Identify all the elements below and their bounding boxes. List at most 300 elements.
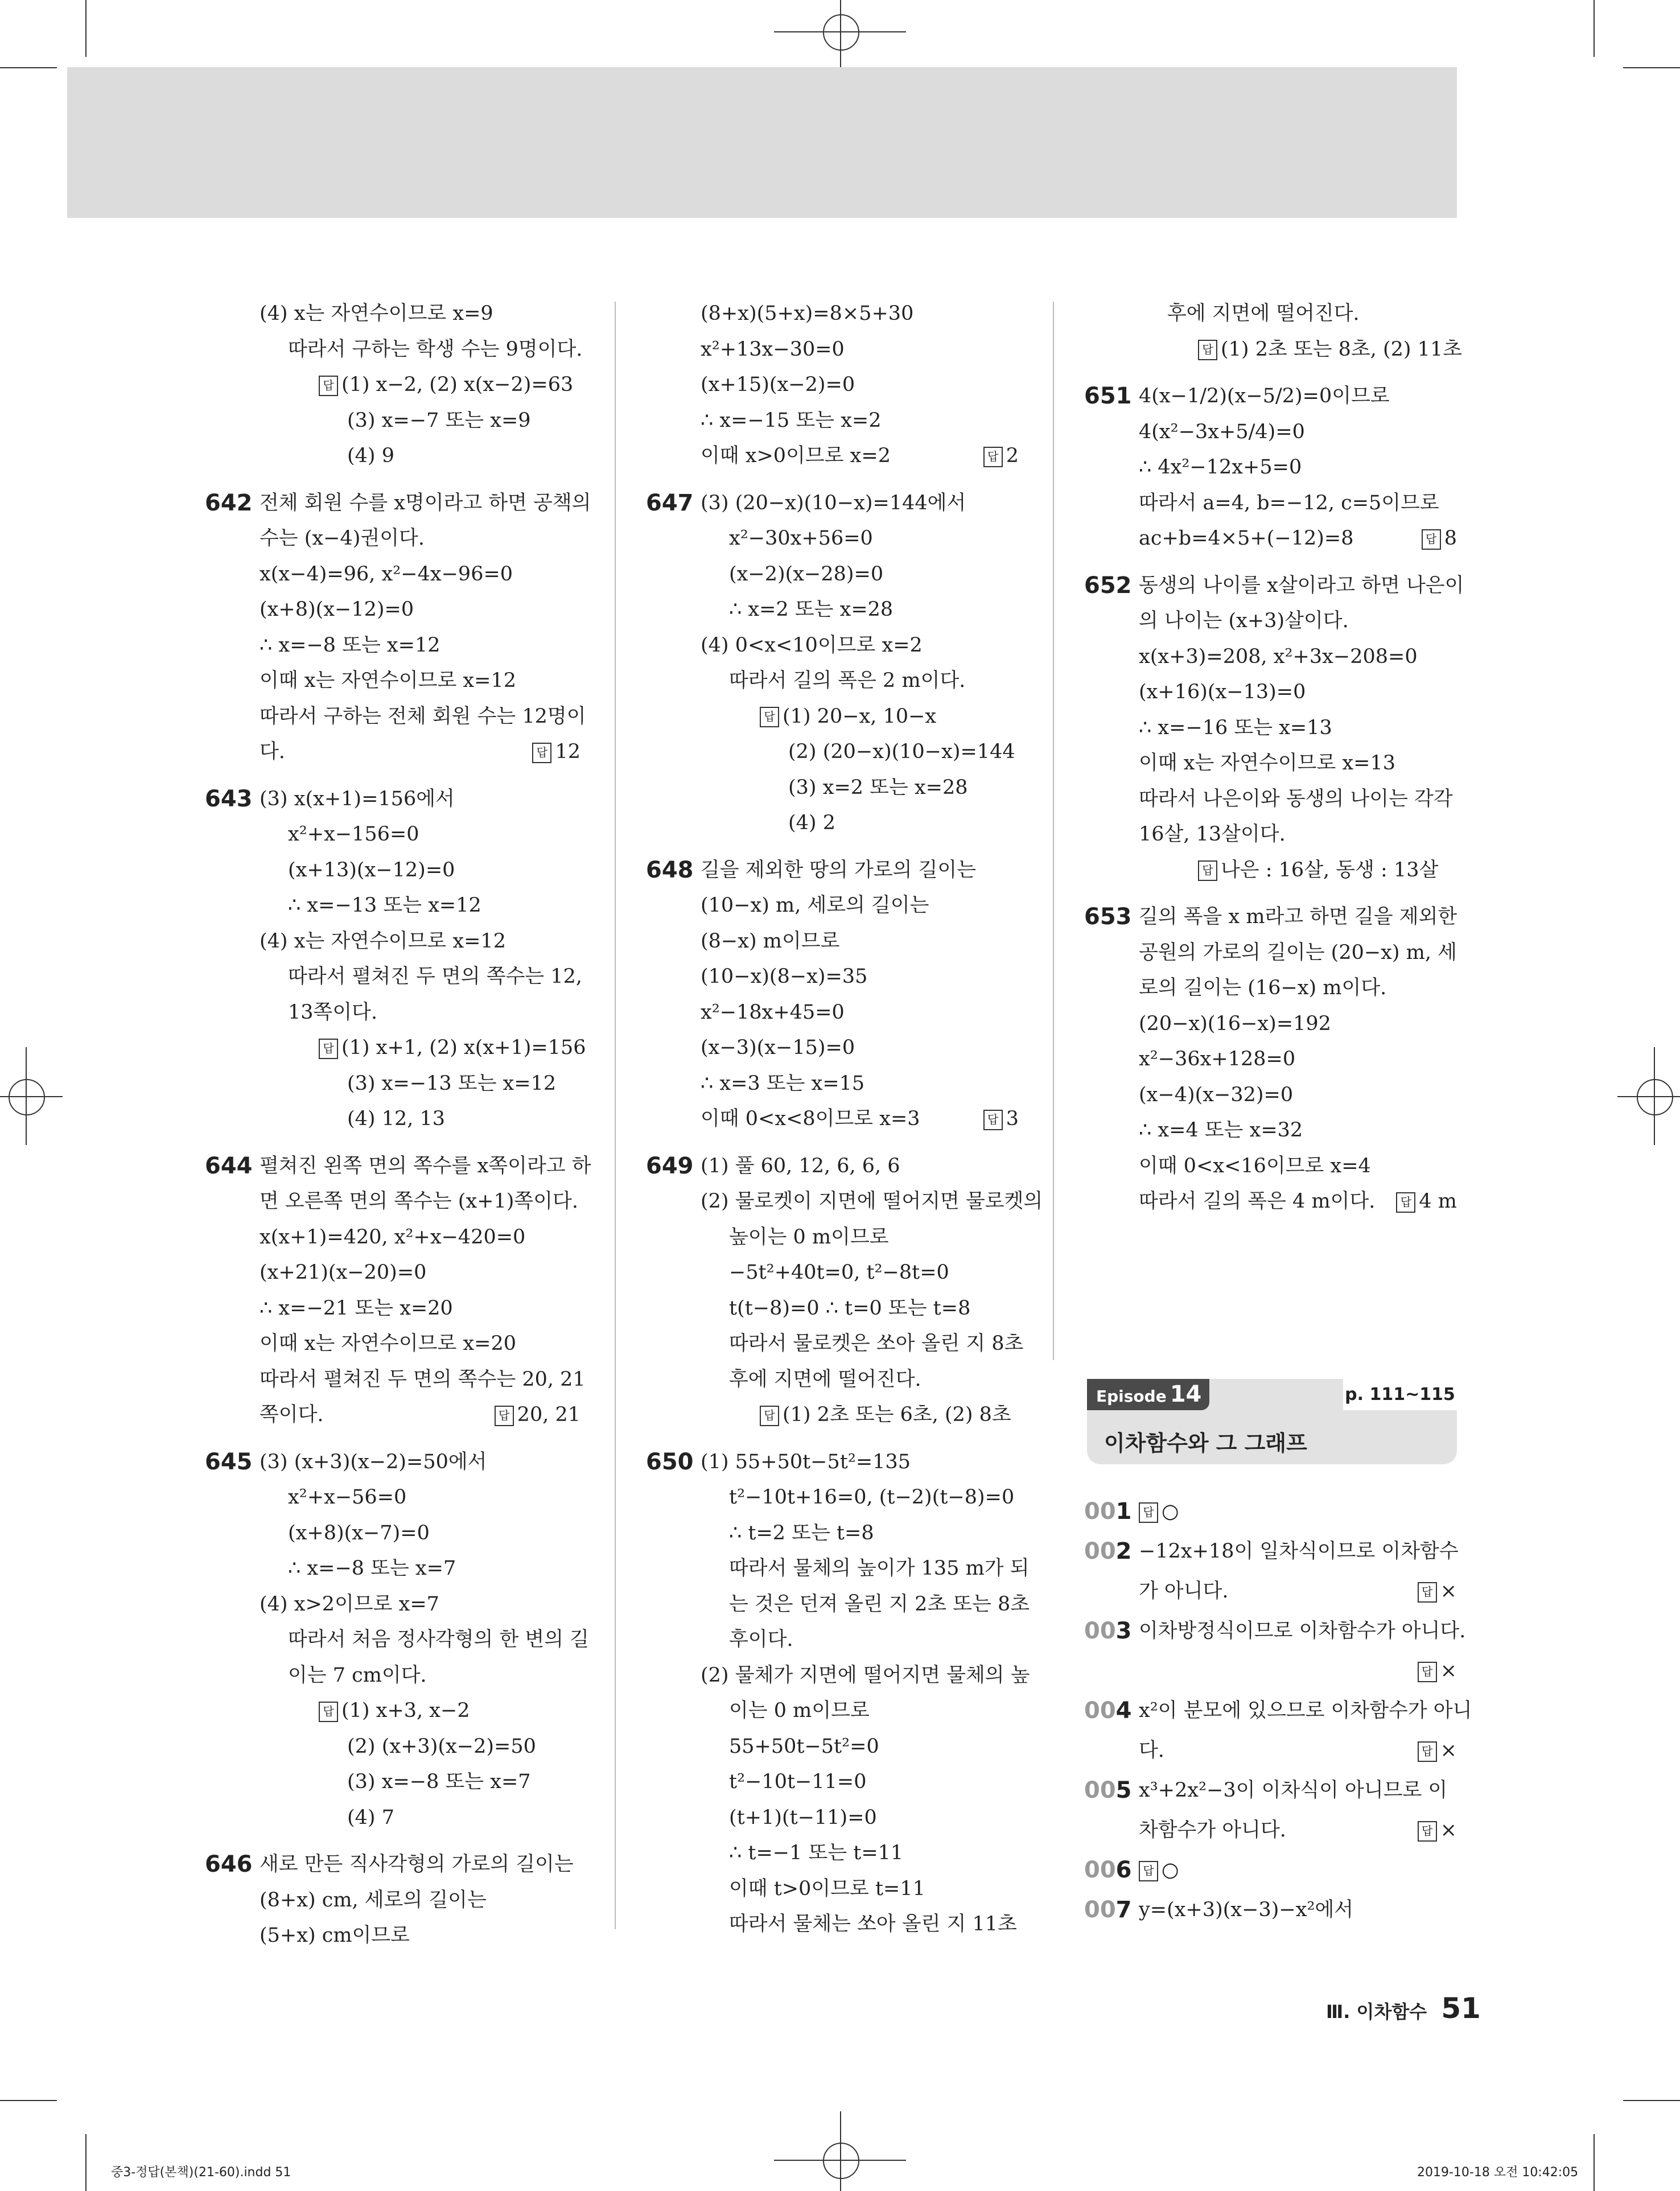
solution-line <box>205 1883 580 1918</box>
episode-item <box>1084 1693 1472 1733</box>
answer-value: 8 <box>1444 527 1457 550</box>
line-text: ∴ x=−16 또는 x=13 <box>1139 716 1332 739</box>
episode-title: 이차함수와 그 그래프 <box>1104 1431 1307 1456</box>
line-text: ∴ t=2 또는 t=8 <box>729 1521 874 1545</box>
line-text: (4) 0<x<10이므로 x=2 <box>701 633 923 657</box>
answer-icon: 답 <box>1198 860 1217 881</box>
solution-line <box>646 1220 1019 1255</box>
answer-icon: 답 <box>1418 1821 1437 1842</box>
answer-value: 3 <box>1006 1107 1019 1130</box>
line-text: ac+b=4×5+(−12)=8 <box>1139 527 1354 550</box>
problem-line <box>646 1148 1019 1184</box>
registration-mark <box>823 2143 859 2179</box>
line-text: x²−36x+128=0 <box>1139 1048 1296 1070</box>
crop-mark <box>85 0 87 57</box>
solution-line <box>646 1622 1019 1658</box>
line-text: (2) 물체가 지면에 떨어지면 물체의 높 <box>701 1663 1030 1687</box>
answer-icon: 답 <box>1139 1861 1158 1881</box>
answer-icon: 답 <box>1418 1662 1437 1682</box>
answer <box>1422 521 1457 557</box>
solution-line <box>205 557 580 592</box>
column-divider <box>615 302 616 1929</box>
solution-line <box>205 1326 580 1362</box>
solution-line <box>205 888 580 924</box>
answer-value: ○ <box>1162 1500 1179 1523</box>
line-text: (3) x=−7 또는 x=9 <box>347 409 531 432</box>
episode-item <box>1084 1852 1457 1892</box>
line-text: x(x+1)=420, x²+x−420=0 <box>260 1225 526 1249</box>
solution-line <box>205 403 580 439</box>
solution-line <box>205 628 580 664</box>
solution-line <box>205 1515 580 1551</box>
solution-line <box>646 1551 1030 1587</box>
crop-mark <box>1593 2134 1595 2191</box>
line-text: 따라서 나은이와 동생의 나이는 각각 <box>1139 787 1453 810</box>
line-text: (4) x는 자연수이므로 x=12 <box>260 929 506 953</box>
answer-icon: 답 <box>760 1406 779 1426</box>
solution-line <box>1084 1041 1457 1077</box>
line-text: 따라서 구하는 학생 수는 9명이다. <box>288 337 583 361</box>
episode-item <box>1084 1813 1457 1852</box>
item-text: 가 아니다. <box>1139 1580 1229 1603</box>
answer <box>983 438 1019 474</box>
line-text: 이때 x는 자연수이므로 x=13 <box>1139 752 1396 775</box>
answer-icon: 답 <box>319 1039 338 1059</box>
solution-line <box>646 1729 1019 1765</box>
answer <box>1396 1184 1457 1220</box>
solution-line <box>646 1066 1019 1102</box>
episode-item <box>1084 1574 1457 1613</box>
solution-line <box>646 805 1019 841</box>
line-text: t(t−8)=0 ∴ t=0 또는 t=8 <box>729 1296 971 1320</box>
line-text: (2) (20−x)(10−x)=144 <box>788 740 1015 763</box>
line-text: 전체 회원 수를 x명이라고 하면 공책의 <box>260 491 591 514</box>
solution-line <box>646 1658 1030 1694</box>
solution-line <box>646 367 1019 403</box>
solution-line <box>205 663 580 699</box>
solution-line <box>205 1918 580 1954</box>
solution-line <box>205 1551 580 1587</box>
solution-line <box>646 1835 1019 1871</box>
episode-item <box>1084 1653 1457 1693</box>
line-text: (3) x=−8 또는 x=7 <box>347 1770 531 1793</box>
line-text: 따라서 구하는 전체 회원 수는 12명이 <box>260 705 586 728</box>
problem-line <box>646 1444 1019 1480</box>
solution-line <box>1084 1184 1457 1220</box>
solution-line <box>1084 521 1457 557</box>
line-text: (2) (x+3)(x−2)=50 <box>347 1735 536 1758</box>
column-1 <box>205 296 591 1954</box>
solution-line <box>205 296 580 332</box>
solution-line <box>1084 935 1457 971</box>
episode-item <box>1084 1613 1466 1653</box>
problem-number: 648 <box>646 856 694 883</box>
answer-icon: 답 <box>760 707 779 727</box>
solution-line <box>646 1480 1019 1515</box>
registration-line <box>840 0 841 67</box>
solution-line <box>205 1030 586 1066</box>
line-text: (1) 풀 60, 12, 6, 6, 6 <box>701 1154 900 1177</box>
line-text: 따라서 길의 폭은 4 m이다. <box>1139 1190 1376 1213</box>
line-text: (x+8)(x−7)=0 <box>288 1521 430 1545</box>
solution-line <box>646 1291 1019 1327</box>
crop-mark <box>1623 2100 1680 2101</box>
solution-line <box>205 1622 589 1658</box>
line-text: (1) 20−x, 10−x <box>783 705 937 728</box>
solution-line <box>646 1101 1019 1137</box>
line-text: 후에 지면에 떨어진다. <box>1167 302 1360 325</box>
solution-line <box>646 521 1019 557</box>
episode-item <box>1084 1892 1457 1932</box>
line-text: x²+13x−30=0 <box>701 337 845 361</box>
item-text: 이차방정식이므로 이차함수가 아니다. <box>1139 1620 1466 1642</box>
line-text: x²+x−156=0 <box>288 823 419 846</box>
episode-label: Episode <box>1096 1387 1167 1406</box>
solution-line <box>1084 852 1457 888</box>
solution-line <box>646 592 1019 628</box>
solution-line <box>646 332 1019 368</box>
crop-mark <box>0 67 57 68</box>
problem-number: 642 <box>205 489 253 516</box>
line-text: ∴ x=3 또는 x=15 <box>701 1072 865 1095</box>
solution-line <box>646 924 1019 959</box>
solution-line <box>1084 639 1457 675</box>
answer-value: 20, 21 <box>517 1403 580 1426</box>
solution-line <box>205 852 580 888</box>
solution-line <box>646 1326 1024 1362</box>
solution-line <box>646 1800 1019 1836</box>
line-text: (4) x>2이므로 x=7 <box>260 1592 439 1616</box>
answer-icon: 답 <box>983 1110 1003 1130</box>
solution-line <box>646 1137 1019 1148</box>
line-text: 는 것은 던져 올린 지 2초 또는 8초 <box>729 1592 1030 1616</box>
problem-number: 644 <box>205 1152 253 1179</box>
print-date: 2019-10-18 오전 10:42:05 <box>1417 2165 1579 2180</box>
line-text: 나은 : 16살, 동생 : 13살 <box>1221 858 1439 882</box>
line-text: (3) x=−13 또는 x=12 <box>347 1072 557 1095</box>
answer-icon: 답 <box>1139 1502 1158 1523</box>
solution-line <box>1084 674 1457 710</box>
solution-line <box>205 817 580 852</box>
problem-number: 643 <box>205 785 253 812</box>
item-number: 005 <box>1084 1777 1132 1803</box>
answer-value: × <box>1440 1739 1457 1762</box>
line-text: x²−18x+45=0 <box>701 1000 845 1024</box>
solution-line <box>205 1433 580 1444</box>
solution-line <box>1084 450 1457 485</box>
solution-line <box>205 1291 580 1327</box>
line-text: ∴ x=2 또는 x=28 <box>729 598 893 621</box>
line-text: 수는 (x−4)권이다. <box>260 527 425 550</box>
solution-line <box>205 770 580 781</box>
answer-icon: 답 <box>532 743 551 763</box>
line-text: 후이다. <box>729 1628 793 1651</box>
episode-tag <box>1087 1379 1209 1410</box>
solution-line <box>205 474 580 485</box>
crop-mark <box>1593 0 1595 57</box>
column-2 <box>646 296 1043 1942</box>
solution-line <box>205 332 583 368</box>
solution-line <box>646 557 1019 592</box>
problem-number: 653 <box>1084 904 1132 930</box>
solution-line <box>205 1587 580 1622</box>
line-text: (1) 2초 또는 6초, (2) 8초 <box>783 1403 1011 1426</box>
line-text: t²−10t+16=0, (t−2)(t−8)=0 <box>729 1486 1015 1509</box>
episode-items <box>1084 1494 1472 1932</box>
line-text: (4) 2 <box>788 812 835 834</box>
item-text: y=(x+3)(x−3)−x²에서 <box>1139 1898 1354 1921</box>
line-text: −5t²+40t=0, t²−8t=0 <box>729 1261 949 1284</box>
solution-line <box>1084 1077 1457 1113</box>
problem-line <box>1084 899 1457 935</box>
solution-line <box>205 1800 580 1836</box>
solution-line <box>646 995 1019 1031</box>
answer-icon: 답 <box>495 1406 514 1426</box>
solution-line <box>205 592 580 628</box>
solution-line <box>205 959 583 995</box>
answer <box>1418 1813 1457 1848</box>
line-text: x(x+3)=208, x²+3x−208=0 <box>1139 645 1418 668</box>
line-text: (x+13)(x−12)=0 <box>288 858 455 882</box>
problem-line <box>205 1148 591 1184</box>
solution-line <box>205 1397 580 1433</box>
line-text: 의 나이는 (x+3)살이다. <box>1139 609 1349 632</box>
problem-line <box>205 781 580 817</box>
line-text: (4) 12, 13 <box>347 1107 446 1130</box>
line-text: (3) (20−x)(10−x)=144에서 <box>701 491 966 514</box>
line-text: (x−4)(x−32)=0 <box>1139 1083 1294 1106</box>
line-text: 55+50t−5t²=0 <box>729 1735 879 1758</box>
answer-icon: 답 <box>1422 529 1441 550</box>
column-divider <box>1053 302 1054 1360</box>
line-text: 이는 7 cm이다. <box>288 1663 427 1687</box>
episode-item <box>1084 1494 1457 1534</box>
solution-line <box>646 841 1019 852</box>
answer-value: 2 <box>1006 444 1019 467</box>
problem-line <box>646 485 1019 521</box>
solution-line <box>1084 557 1457 568</box>
answer-value: × <box>1440 1819 1457 1842</box>
solution-line <box>646 959 1019 995</box>
solution-line <box>1084 603 1457 639</box>
line-text: x(x−4)=96, x²−4x−96=0 <box>260 562 513 586</box>
line-text: 로의 길이는 (16−x) m이다. <box>1139 977 1387 999</box>
line-text: 따라서 길의 폭은 2 m이다. <box>729 669 966 692</box>
answer-icon: 답 <box>1396 1192 1415 1213</box>
solution-line <box>205 1693 580 1729</box>
solution-line <box>1084 367 1457 378</box>
line-text: 펼쳐진 왼쪽 면의 쪽수를 x쪽이라고 하 <box>260 1154 591 1177</box>
line-text: 동생의 나이를 x살이라고 하면 나은이 <box>1139 574 1464 597</box>
problem-line <box>646 852 1019 888</box>
line-text: ∴ x=−8 또는 x=12 <box>260 633 440 657</box>
print-file: 중3-정답(본책)(21-60).indd 51 <box>111 2165 291 2180</box>
line-text: (8+x)(5+x)=8×5+30 <box>701 302 914 325</box>
solution-line <box>1084 970 1457 1006</box>
line-text: 쪽이다. <box>260 1403 324 1426</box>
line-text: 따라서 물로켓은 쏘아 올린 지 8초 <box>729 1332 1024 1355</box>
line-text: (4) x는 자연수이므로 x=9 <box>260 302 493 325</box>
solution-line <box>1084 746 1457 781</box>
answer-icon: 답 <box>319 1702 338 1722</box>
line-text: (8−x) m이므로 <box>701 929 840 953</box>
line-text: 다. <box>260 740 285 763</box>
item-text: x²이 분모에 있으므로 이차함수가 아니 <box>1139 1699 1472 1722</box>
solution-line <box>205 1101 580 1137</box>
line-text: (x+21)(x−20)=0 <box>260 1261 427 1284</box>
line-text: (4) 9 <box>347 444 394 467</box>
item-number: 004 <box>1084 1698 1132 1724</box>
line-text: ∴ x=−8 또는 x=7 <box>288 1557 456 1580</box>
solution-line <box>205 699 586 735</box>
solution-line <box>646 296 1019 332</box>
item-text: 다. <box>1139 1739 1164 1762</box>
line-text: 공원의 가로의 길이는 (20−x) m, 세 <box>1139 941 1457 964</box>
solution-line <box>646 1906 1019 1942</box>
registration-line <box>840 2111 841 2191</box>
header-band <box>67 67 1457 218</box>
line-text: t²−10t−11=0 <box>729 1770 867 1793</box>
problem-line <box>1084 568 1464 604</box>
episode-item <box>1084 1733 1457 1773</box>
episode-number: 14 <box>1170 1381 1202 1407</box>
solution-line <box>646 663 1019 699</box>
line-text: (t+1)(t−11)=0 <box>729 1806 877 1829</box>
answer-icon: 답 <box>1198 340 1217 360</box>
line-text: (x−2)(x−28)=0 <box>729 562 884 586</box>
line-text: (1) 2초 또는 8초, (2) 11초 <box>1221 337 1463 361</box>
item-number: 006 <box>1084 1857 1132 1883</box>
crop-mark <box>1623 67 1680 68</box>
line-text: 따라서 물체는 쏘아 올린 지 11초 <box>729 1913 1017 1935</box>
problem-number: 647 <box>646 489 694 516</box>
problem-line <box>205 1847 580 1883</box>
solution-line <box>205 734 580 770</box>
answer-value: 12 <box>555 740 580 763</box>
registration-mark <box>1637 1079 1673 1115</box>
line-text: (2) 물로켓이 지면에 떨어지면 물로켓의 <box>701 1190 1043 1213</box>
column-3 <box>1084 296 1464 1220</box>
item-number: 007 <box>1084 1897 1132 1923</box>
item-text: 차함수가 아니다. <box>1139 1819 1286 1842</box>
line-text: 높이는 0 m이므로 <box>729 1225 889 1249</box>
problem-number: 645 <box>205 1448 253 1475</box>
line-text: ∴ x=−15 또는 x=2 <box>701 409 882 432</box>
line-text: 길을 제외한 땅의 가로의 길이는 <box>701 858 977 882</box>
answer-value: × <box>1440 1659 1457 1682</box>
answer-value: 4 m <box>1419 1190 1457 1213</box>
line-text: 이때 x는 자연수이므로 x=12 <box>260 669 517 692</box>
solution-line <box>1084 888 1457 899</box>
line-text: 길의 폭을 x m라고 하면 길을 제외한 <box>1139 905 1457 928</box>
registration-line <box>1617 1096 1680 1097</box>
item-text: −12x+18이 일차식이므로 이차함수 <box>1139 1540 1459 1563</box>
line-text: (3) x=2 또는 x=28 <box>788 776 968 799</box>
solution-line <box>1084 1006 1457 1042</box>
solution-line <box>205 1184 580 1220</box>
solution-line <box>646 888 1019 924</box>
answer <box>1418 1574 1457 1609</box>
line-text: 따라서 처음 정사각형의 한 변의 길 <box>288 1628 589 1651</box>
line-text: (1) x+1, (2) x(x+1)=156 <box>341 1036 586 1059</box>
line-text: 이때 0<x<8이므로 x=3 <box>701 1107 920 1130</box>
answer <box>1418 1653 1457 1689</box>
line-text: ∴ x=−13 또는 x=12 <box>288 894 481 917</box>
solution-line <box>646 438 1019 474</box>
line-text: x²+x−56=0 <box>288 1486 407 1509</box>
solution-line <box>205 1764 580 1800</box>
solution-line <box>205 1220 580 1255</box>
line-text: (3) x(x+1)=156에서 <box>260 787 455 810</box>
problem-number: 652 <box>1084 572 1132 599</box>
line-text: 이때 0<x<16이므로 x=4 <box>1139 1154 1371 1177</box>
solution-line <box>205 1137 580 1148</box>
line-text: ∴ x=4 또는 x=32 <box>1139 1119 1303 1142</box>
solution-line <box>646 474 1019 485</box>
section-name: Ⅲ. 이차함수 <box>1326 2001 1427 2023</box>
line-text: 따라서 물체의 높이가 135 m가 되 <box>729 1557 1030 1580</box>
solution-line <box>646 734 1019 770</box>
solution-line <box>646 1515 1019 1551</box>
solution-line <box>646 628 1019 664</box>
answer-icon: 답 <box>1418 1741 1437 1762</box>
page-number: 51 <box>1441 1992 1481 2025</box>
solution-line <box>646 1587 1030 1622</box>
solution-line <box>205 1480 580 1515</box>
line-text: (1) x+3, x−2 <box>341 1699 470 1722</box>
episode-pages: p. 111~115 <box>1343 1379 1457 1410</box>
episode-item <box>1084 1773 1457 1813</box>
line-text: (x+15)(x−2)=0 <box>701 373 855 396</box>
solution-line <box>205 1255 580 1291</box>
line-text: ∴ x=−21 또는 x=20 <box>260 1296 453 1320</box>
line-text: 이때 x는 자연수이므로 x=20 <box>260 1332 517 1355</box>
problem-number: 651 <box>1084 383 1132 409</box>
line-text: x²−30x+56=0 <box>729 527 873 550</box>
solution-line <box>646 1030 1019 1066</box>
solution-line <box>1084 332 1463 368</box>
solution-line <box>205 1066 580 1102</box>
line-text: 면 오른쪽 면의 쪽수는 (x+1)쪽이다. <box>260 1190 578 1213</box>
line-text: (8+x) cm, 세로의 길이는 <box>260 1888 487 1912</box>
line-text: (x+16)(x−13)=0 <box>1139 681 1306 703</box>
problem-line <box>1084 378 1457 414</box>
solution-line <box>646 1255 1019 1291</box>
answer <box>532 734 580 770</box>
item-number: 003 <box>1084 1618 1132 1644</box>
solution-line <box>205 367 580 403</box>
solution-line <box>646 1397 1019 1433</box>
answer-icon: 답 <box>983 447 1003 467</box>
problem-line <box>205 1444 580 1480</box>
solution-line <box>646 1693 1019 1729</box>
solution-line <box>205 1362 586 1398</box>
line-text: 후에 지면에 떨어진다. <box>729 1368 921 1391</box>
line-text: (4) 7 <box>347 1806 394 1829</box>
registration-line <box>26 1047 27 1145</box>
line-text: ∴ 4x²−12x+5=0 <box>1139 456 1302 479</box>
solution-line <box>1084 414 1457 450</box>
solution-line <box>646 699 1019 735</box>
problem-number: 650 <box>646 1448 694 1475</box>
answer-icon: 답 <box>319 376 338 396</box>
registration-line <box>1654 1047 1655 1145</box>
line-text: 이는 0 m이므로 <box>729 1699 870 1722</box>
line-text: (x−3)(x−15)=0 <box>701 1036 855 1059</box>
registration-line <box>0 1096 63 1097</box>
page-footer <box>1326 1992 1481 2025</box>
solution-line <box>646 1871 1019 1907</box>
